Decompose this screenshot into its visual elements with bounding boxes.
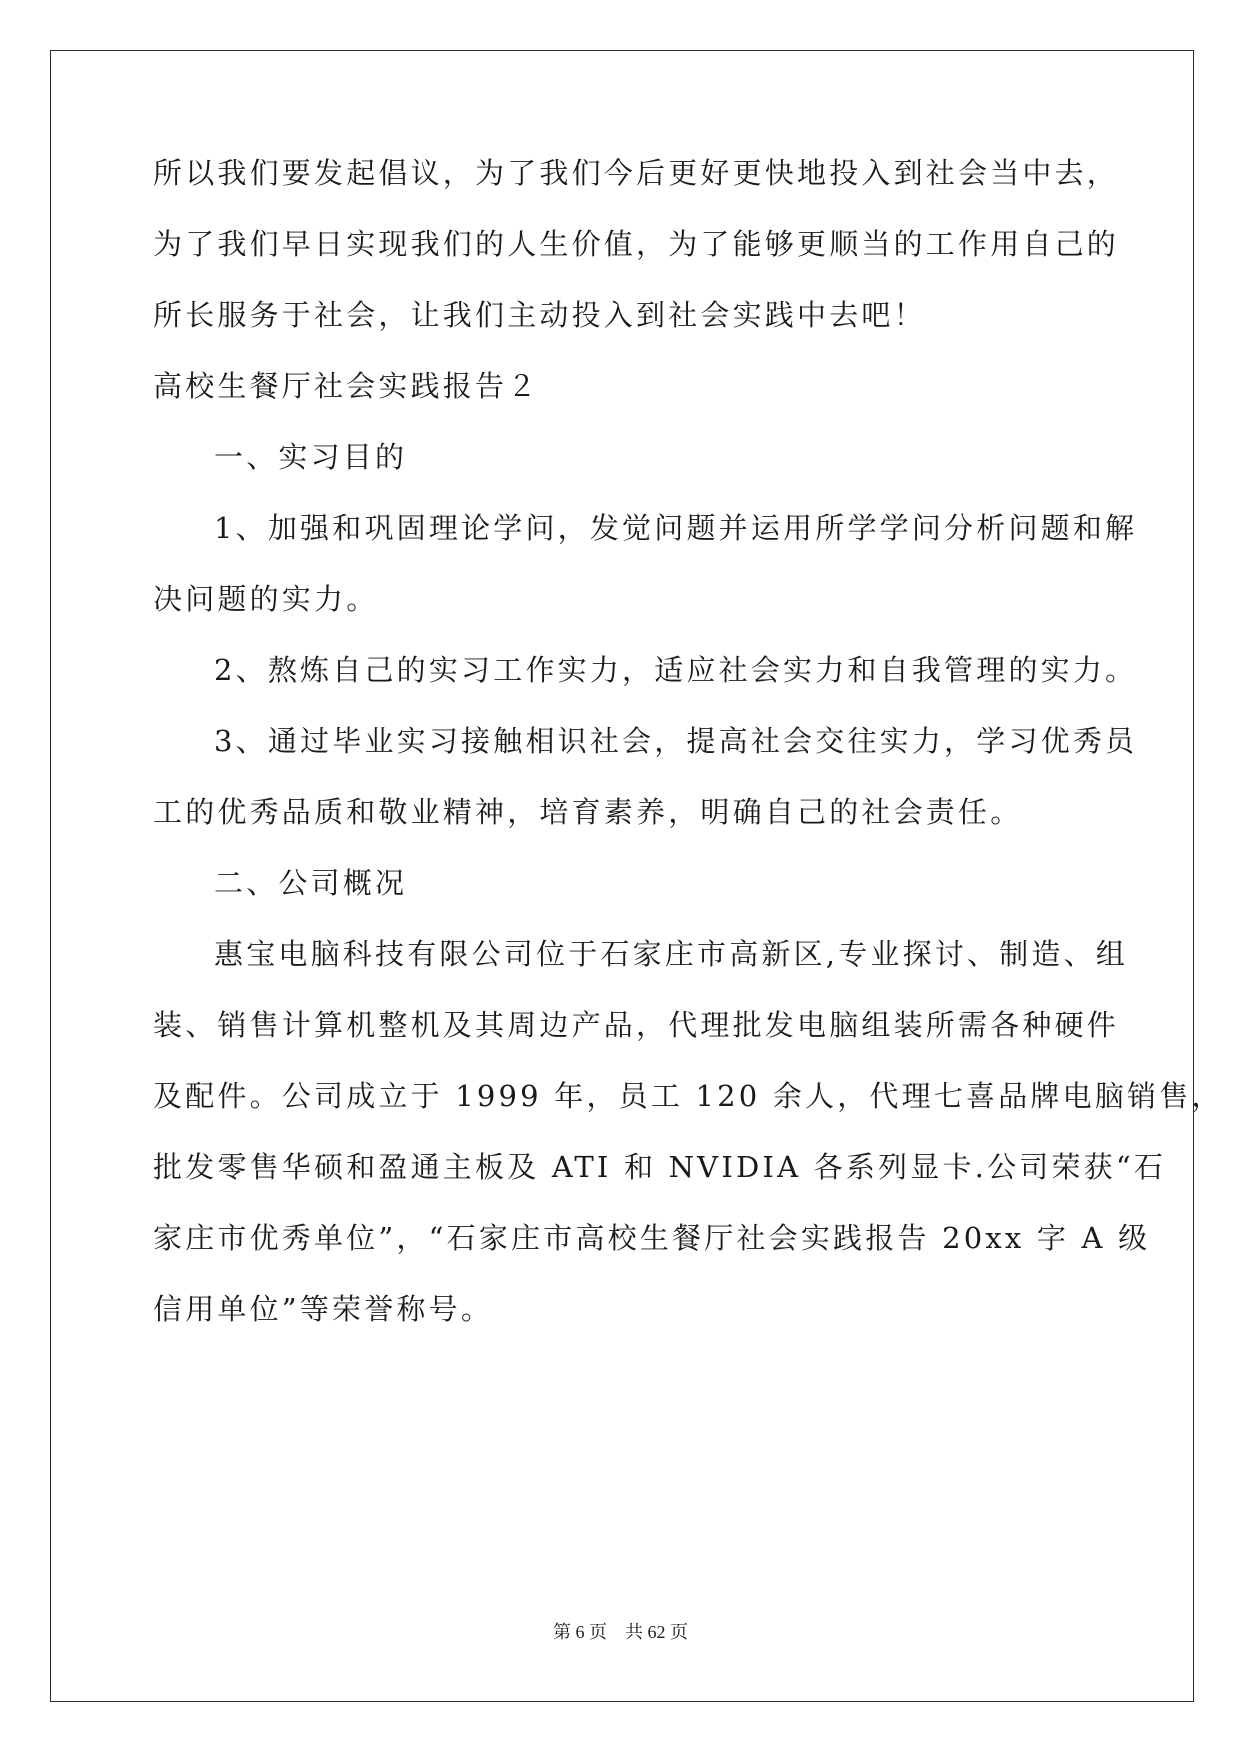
body-line-8: 2、熬炼自己的实习工作实力，适应社会实力和自我管理的实力。 xyxy=(214,653,1138,687)
page-number-footer: 第 6 页 共 62 页 xyxy=(553,1622,688,1642)
body-line-9: 3、通过毕业实习接触相识社会，提高社会交往实力，学习优秀员 xyxy=(214,724,1138,758)
body-line-10: 工的优秀品质和敬业精神，培育素养，明确自己的社会责任。 xyxy=(153,795,1023,829)
heading-internship-purpose: 一、实习目的 xyxy=(214,440,408,474)
body-line-15: 批发零售华硕和盈通主板及 ATI 和 NVIDIA 各系列显卡.公司荣获“石 xyxy=(153,1150,1167,1184)
body-line-12: 惠宝电脑科技有限公司位于石家庄市高新区,专业探讨、制造、组 xyxy=(214,937,1129,971)
body-line-2: 为了我们早日实现我们的人生价值，为了能够更顺当的工作用自己的 xyxy=(153,227,1120,261)
body-line-17: 信用单位”等荣誉称号。 xyxy=(153,1292,494,1326)
body-line-3: 所长服务于社会，让我们主动投入到社会实践中去吧！ xyxy=(153,298,926,332)
body-line-13: 装、销售计算机整机及其周边产品，代理批发电脑组装所需各种硬件 xyxy=(153,1008,1120,1042)
heading-company-overview: 二、公司概况 xyxy=(214,866,408,900)
body-line-7: 决问题的实力。 xyxy=(153,582,379,616)
body-line-6: 1、加强和巩固理论学问，发觉问题并运用所学学问分析问题和解 xyxy=(214,511,1138,545)
section-title: 高校生餐厅社会实践报告２ xyxy=(153,369,540,403)
body-line-14: 及配件。公司成立于 1999 年，员工 120 余人，代理七喜品牌电脑销售， xyxy=(153,1079,1224,1113)
body-line-16: 家庄市优秀单位”，“石家庄市高校生餐厅社会实践报告 20xx 字 A 级 xyxy=(153,1221,1151,1255)
body-line-1: 所以我们要发起倡议，为了我们今后更好更快地投入到社会当中去， xyxy=(153,156,1120,190)
